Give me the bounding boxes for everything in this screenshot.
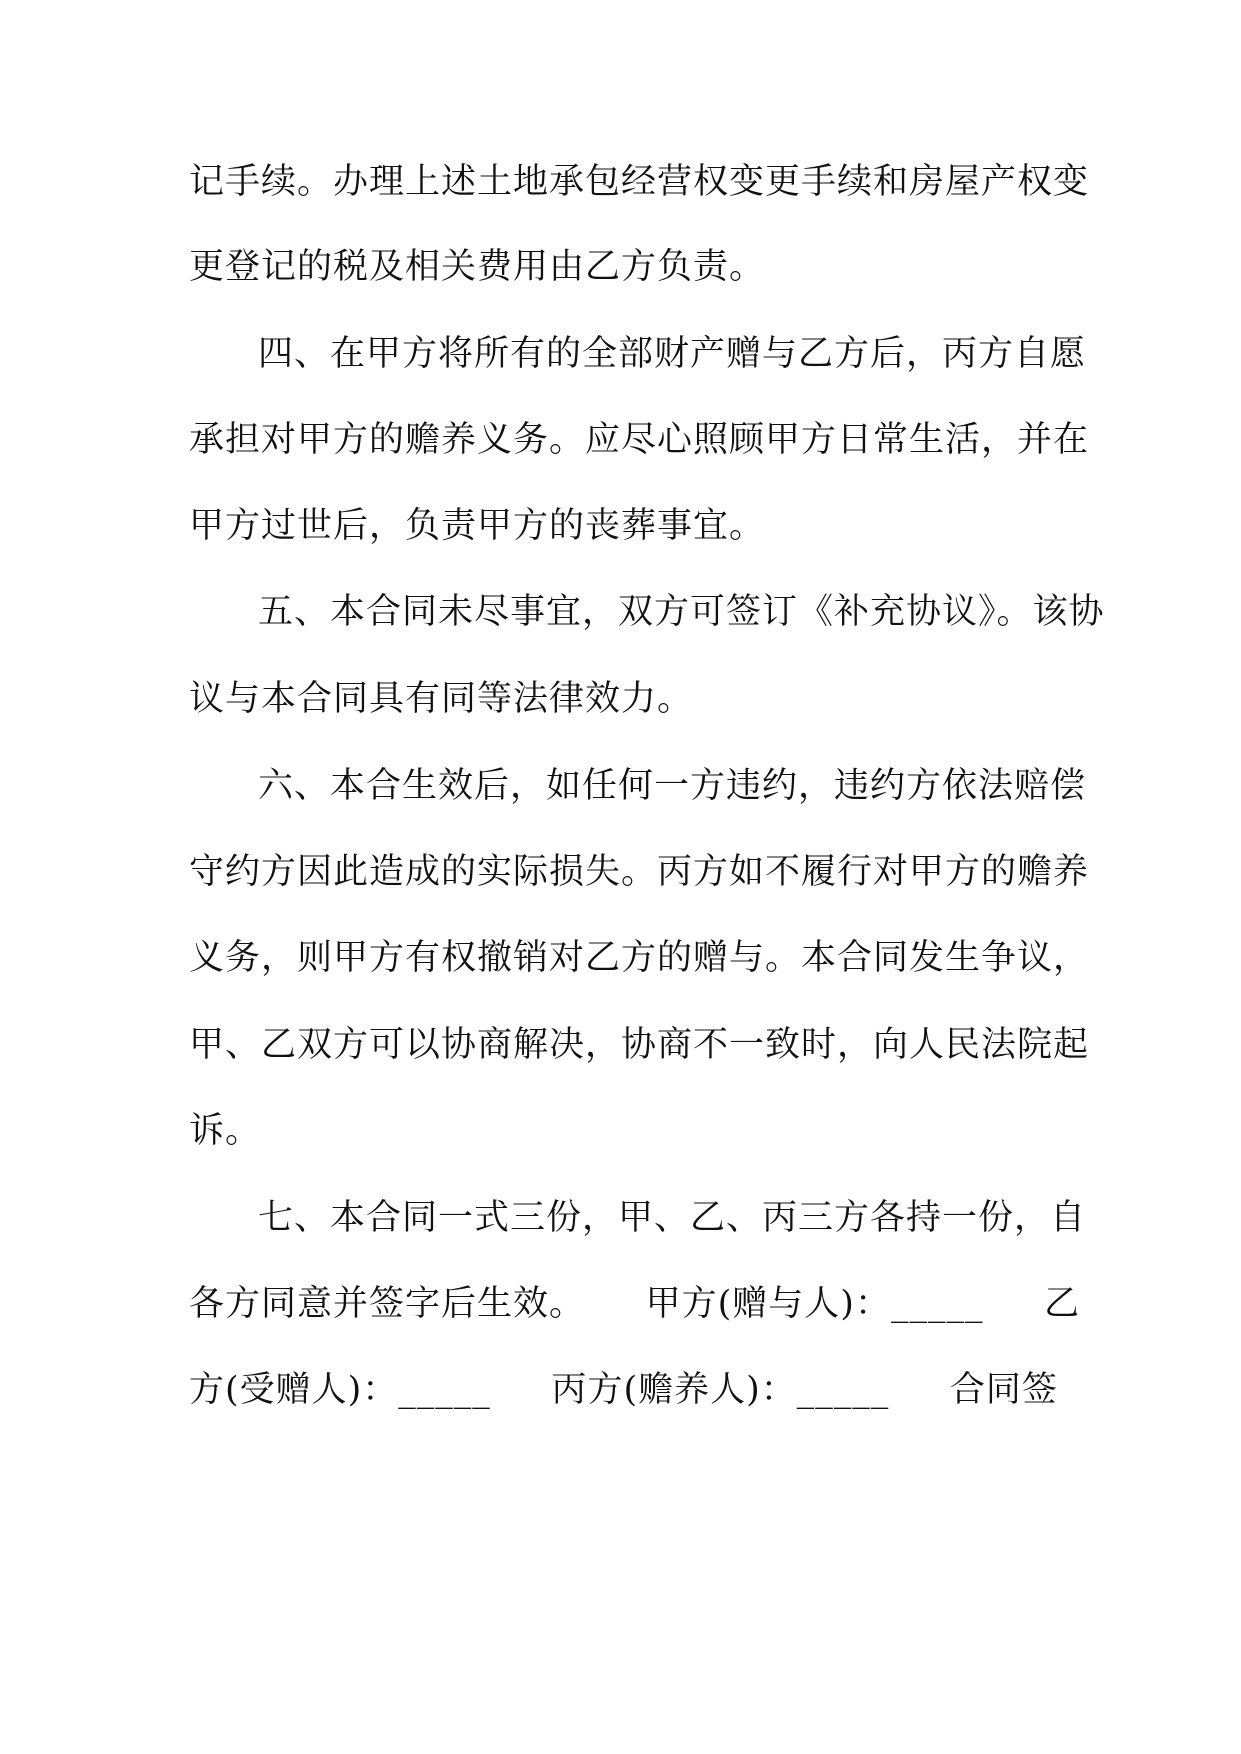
paragraph-5-start: 五、本合同未尽事宜，双方可签订《补充协议》。该协	[258, 592, 1105, 632]
text-line: 诉。	[189, 1111, 262, 1151]
paragraph-6-start: 六、本合生效后，如任何一方违约，违约方依法赔偿	[258, 766, 1087, 806]
text-line: 甲方过世后，负责甲方的丧葬事宜。	[189, 506, 766, 546]
signature-line: 方(受赠人)：_____ 丙方(赡养人)：_____ 合同签	[189, 1370, 1058, 1410]
text-line: 义务，则甲方有权撤销对乙方的赠与。本合同发生争议，	[189, 938, 1090, 978]
text-line: 记手续。办理上述土地承包经营权变更手续和房屋产权变	[189, 162, 1090, 202]
signature-line: 各方同意并签字后生效。 甲方(赠与人)：_____ 乙	[189, 1284, 1081, 1324]
paragraph-4-start: 四、在甲方将所有的全部财产赠与乙方后，丙方自愿	[258, 334, 1087, 374]
text-line: 议与本合同具有同等法律效力。	[189, 679, 694, 719]
paragraph-7-start: 七、本合同一式三份，甲、乙、丙三方各持一份，自	[258, 1198, 1087, 1238]
text-line: 甲、乙双方可以协商解决，协商不一致时，向人民法院起	[189, 1025, 1090, 1065]
text-line: 更登记的税及相关费用由乙方负责。	[189, 247, 766, 287]
text-line: 承担对甲方的赡养义务。应尽心照顾甲方日常生活，并在	[189, 420, 1090, 460]
text-line: 守约方因此造成的实际损失。丙方如不履行对甲方的赡养	[189, 852, 1090, 892]
